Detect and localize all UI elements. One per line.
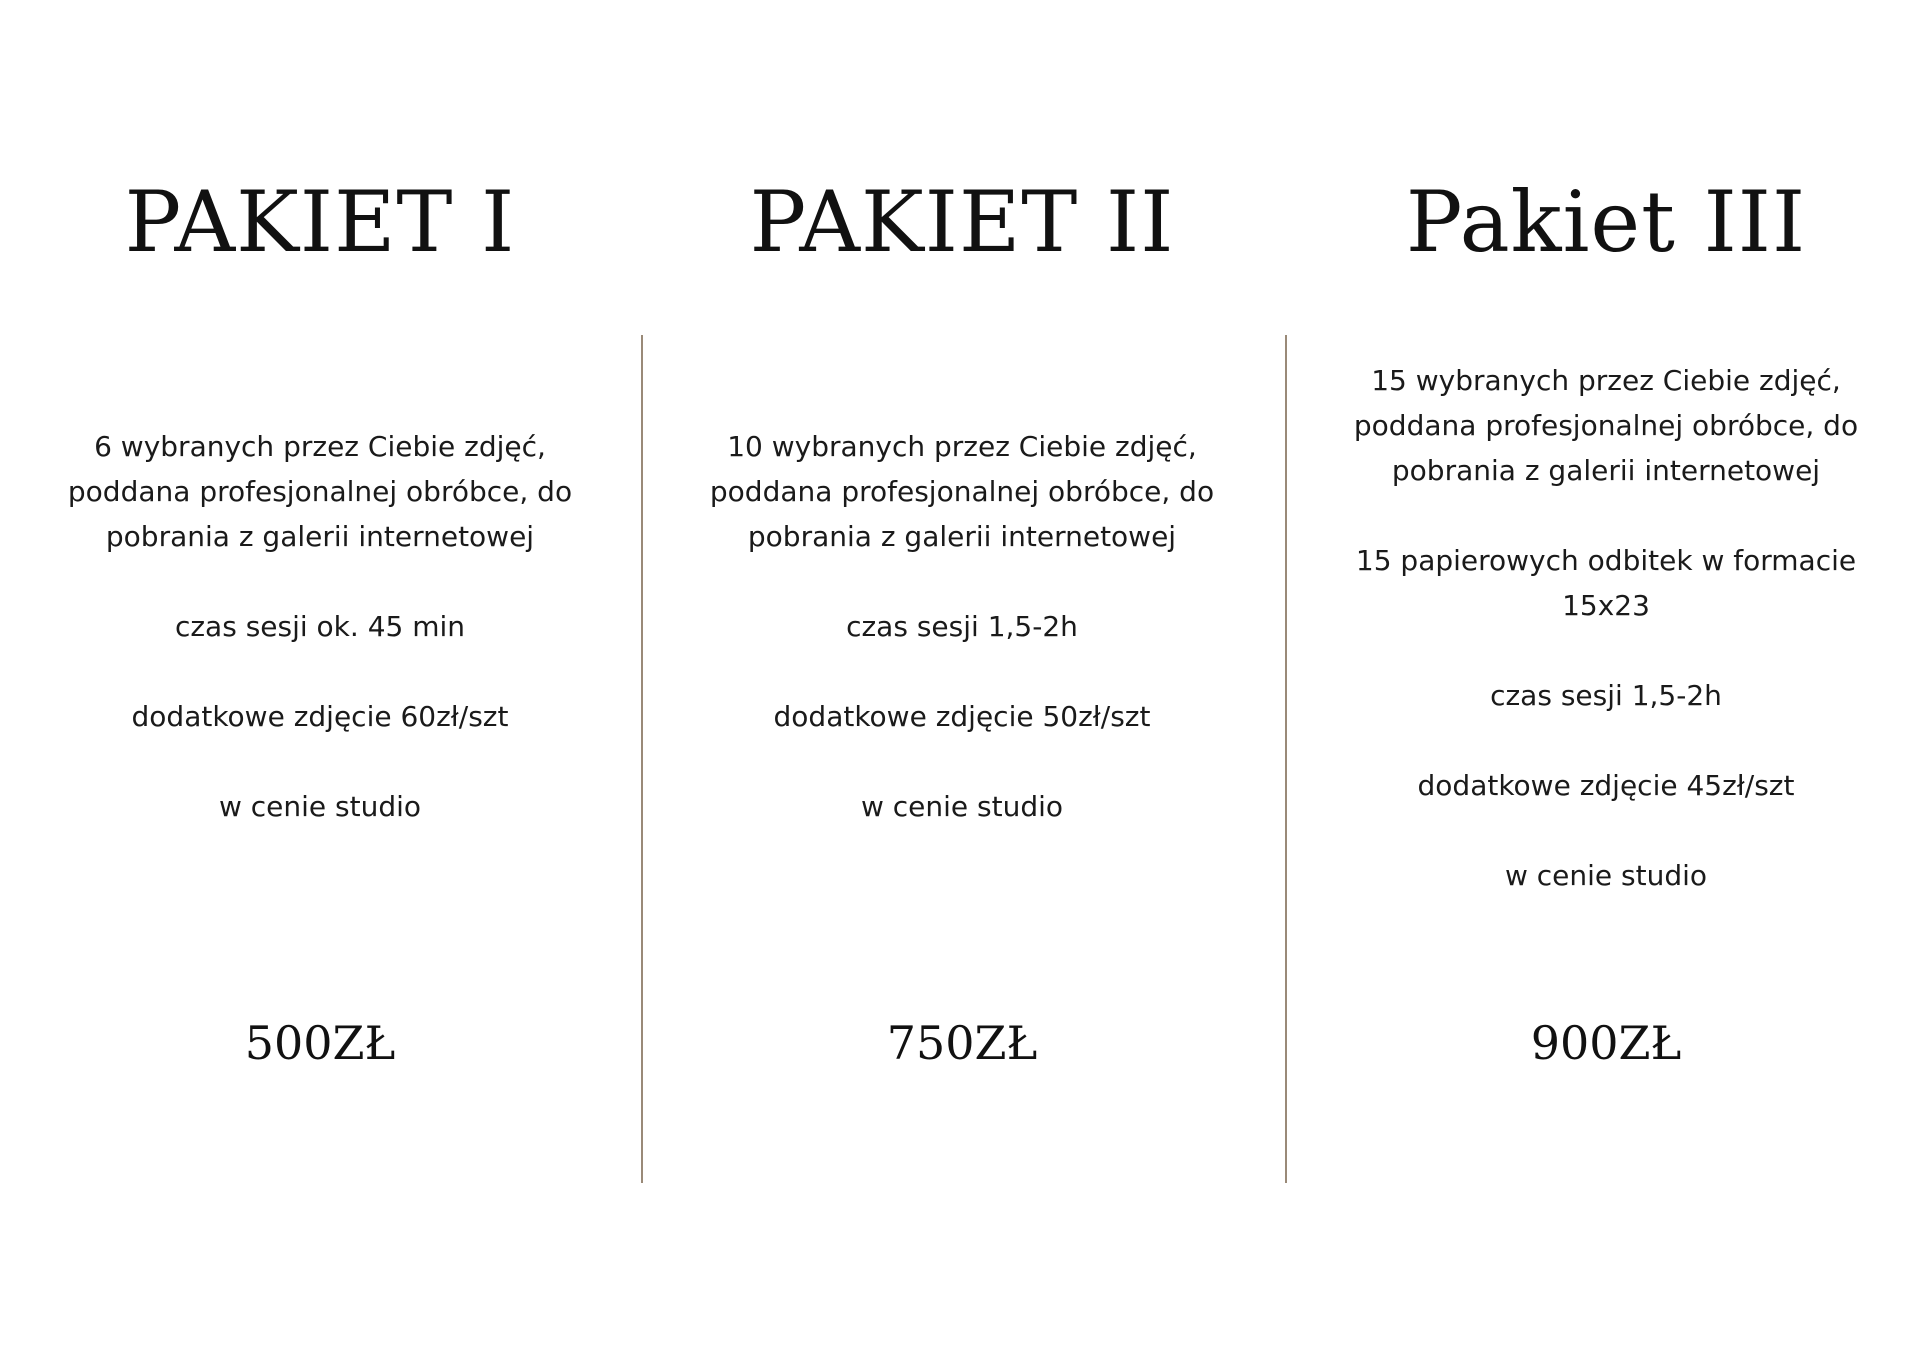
package-price: 500ZŁ: [244, 1016, 396, 1070]
feature-prints: 15 papierowych odbitek w formacie 15x23: [1355, 544, 1857, 622]
feature-studio: w cenie studio: [1504, 859, 1708, 892]
feature-photos: 6 wybranych przez Ciebie zdjęć, poddana profesjonalnej obróbce, do pobrania z galerii internetowej: [67, 430, 573, 553]
package-title: Pakiet III: [1405, 173, 1807, 271]
package-column-3: [1286, 0, 1920, 1357]
feature-extra-photo-price: dodatkowe zdjęcie 60zł/szt: [131, 700, 509, 733]
feature-session-time: czas sesji 1,5-2h: [846, 610, 1078, 643]
package-features: [1326, 358, 1886, 943]
feature-session-time: czas sesji ok. 45 min: [174, 610, 466, 643]
feature-studio: w cenie studio: [860, 790, 1064, 823]
feature-extra-photo-price: dodatkowe zdjęcie 45zł/szt: [1417, 769, 1795, 802]
feature-extra-photo-price: dodatkowe zdjęcie 50zł/szt: [773, 700, 1151, 733]
feature-photos: 15 wybranych przez Ciebie zdjęć, poddana profesjonalnej obróbce, do pobrania z galerii internetowej: [1353, 364, 1859, 487]
package-price: 900ZŁ: [1530, 1016, 1682, 1070]
package-column-2: [642, 0, 1282, 1357]
package-title: PAKIET I: [124, 173, 516, 271]
feature-studio: w cenie studio: [218, 790, 422, 823]
package-features: [682, 424, 1242, 874]
package-features: [40, 424, 600, 874]
package-price: 750ZŁ: [886, 1016, 1038, 1070]
feature-session-time: czas sesji 1,5-2h: [1490, 679, 1722, 712]
package-title: PAKIET II: [749, 173, 1175, 271]
feature-photos: 10 wybranych przez Ciebie zdjęć, poddana profesjonalnej obróbce, do pobrania z galerii internetowej: [709, 430, 1215, 553]
package-column-1: [0, 0, 640, 1357]
